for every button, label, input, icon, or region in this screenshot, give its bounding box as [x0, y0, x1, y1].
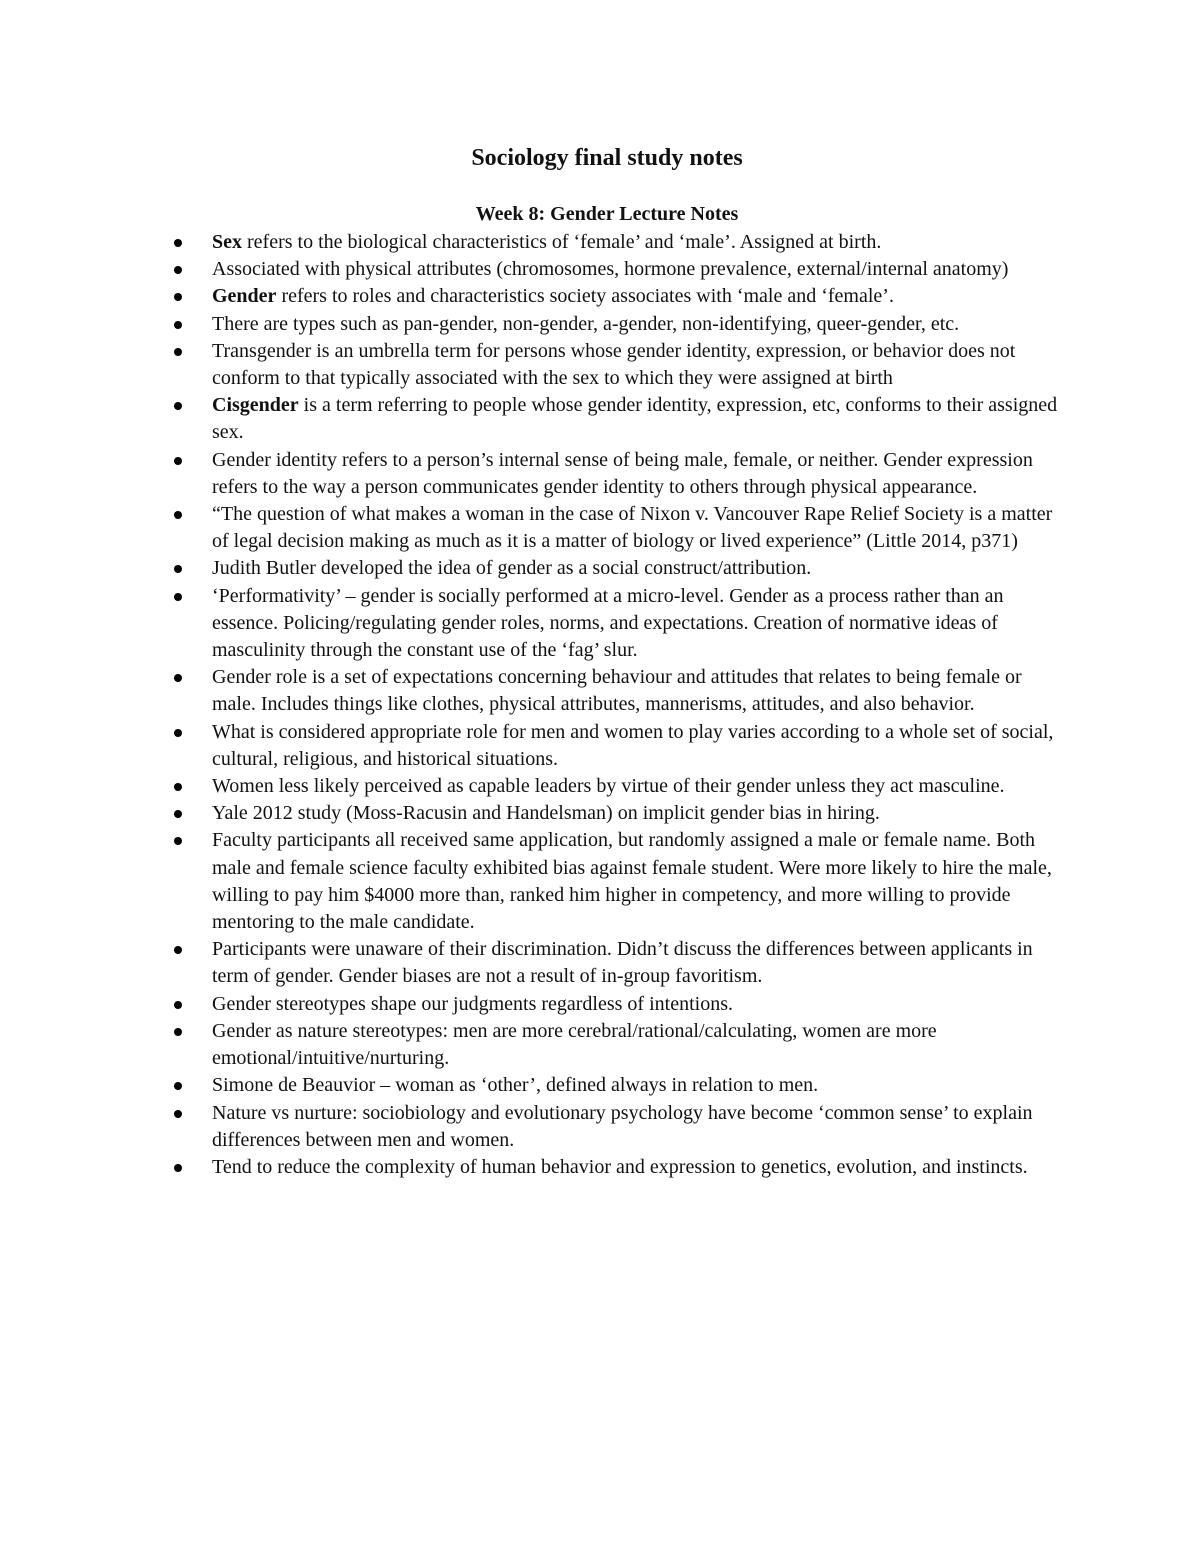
- bullet-icon: [174, 1110, 182, 1118]
- bullet-icon: [174, 593, 182, 601]
- bullet-icon: [174, 946, 182, 954]
- note-text: What is considered appropriate role for men and women to play varies according to a whole set of social, cultural, religious, and historical situations.: [212, 720, 1054, 770]
- note-text: Yale 2012 study (Moss-Racusin and Handelsman) on implicit gender bias in hiring.: [212, 802, 880, 825]
- term-label: Cisgender: [212, 394, 299, 417]
- note-text: Transgender is an umbrella term for persons whose gender identity, expression, or behavior does not conform to that typically associated with the sex to which they were assigned at birth: [212, 339, 1016, 390]
- list-item: [212, 1018, 1062, 1072]
- bullet-icon: [174, 1164, 182, 1172]
- term-label: Gender: [212, 285, 277, 308]
- document-title: Sociology final study notes: [471, 145, 743, 171]
- list-item: [212, 773, 1062, 800]
- note-text: refers to roles and characteristics society associates with ‘male and ‘female’.: [276, 285, 894, 308]
- bullet-icon: [174, 729, 182, 737]
- note-text: Tend to reduce the complexity of human behavior and expression to genetics, evolution, and instincts.: [212, 1155, 1028, 1178]
- list-item: [212, 555, 1062, 582]
- list-item: [212, 338, 1062, 392]
- note-text: refers to the biological characteristics of ‘female’ and ‘male’. Assigned at birth.: [242, 231, 882, 253]
- note-text: Simone de Beauvior – woman as ‘other’, defined always in relation to men.: [212, 1074, 819, 1097]
- note-text: ‘Performativity’ – gender is socially performed at a micro-level. Gender as a process rather than an essence. Policing/regulating gender roles, norms, and expectations. Creation of normative ideas of masculinity through the constant use of the ‘fag’ slur.: [212, 584, 1004, 662]
- note-text: Gender stereotypes shape our judgments regardless of intentions.: [212, 992, 733, 1015]
- note-text: Judith Butler developed the idea of gender as a social construct/attribution.: [212, 557, 812, 580]
- note-text: is a term referring to people whose gender identity, expression, etc, conforms to their assigned sex.: [212, 394, 1058, 444]
- note-text: Nature vs nurture: sociobiology and evolutionary psychology have become ‘common sense’ to explain differences between men and women.: [212, 1101, 1033, 1151]
- bullet-icon: [174, 810, 182, 818]
- bullet-icon: [174, 348, 182, 356]
- list-item: [212, 991, 1062, 1018]
- list-item: [212, 583, 1062, 665]
- note-text: “The question of what makes a woman in the case of Nixon v. Vancouver Rape Relief Society is a matter of legal decision making as much as it is a matter of biology or lived experience” (Little 2014, p371): [212, 503, 1053, 553]
- list-item: [212, 447, 1062, 501]
- list-item: [212, 501, 1062, 555]
- note-text: Gender role is a set of expectations concerning behaviour and attitudes that relates to being female or male. Includes things like clothes, physical attributes, mannerisms, attitudes, and also behavior.: [212, 666, 1022, 716]
- notes-list: [212, 229, 1062, 1181]
- note-text: Associated with physical attributes (chromosomes, hormone prevalence, external/internal anatomy): [212, 258, 1009, 281]
- note-text: Women less likely perceived as capable leaders by virtue of their gender unless they act masculine.: [212, 775, 1005, 798]
- bullet-icon: [174, 565, 182, 573]
- list-item: [212, 1154, 1062, 1181]
- list-item: [212, 936, 1062, 990]
- bullet-icon: [174, 837, 182, 845]
- bullet-icon: [174, 402, 182, 410]
- bullet-icon: [174, 1001, 182, 1009]
- list-item: [212, 392, 1062, 446]
- bullet-icon: [174, 293, 182, 301]
- note-text: Faculty participants all received same application, but randomly assigned a male or female name. Both male and female science faculty exhibited bias against female student. Were more likely to hire the male, willing to pay him $4000 more than, ranked him higher in competency, and more willing to provide mentoring to the male candidate.: [212, 829, 1052, 934]
- list-item: [212, 1100, 1062, 1154]
- bullet-icon: [174, 239, 182, 247]
- list-item: [212, 229, 1062, 256]
- list-item: [212, 1072, 1062, 1099]
- list-item: [212, 283, 1062, 310]
- note-text: Gender as nature stereotypes: men are more cerebral/rational/calculating, women are more emotional/intuitive/nurturing.: [212, 1019, 937, 1070]
- bullet-icon: [174, 266, 182, 274]
- list-item: [212, 800, 1062, 827]
- bullet-icon: [174, 783, 182, 791]
- bullet-icon: [174, 511, 182, 519]
- list-item: [212, 664, 1062, 718]
- list-item: [212, 719, 1062, 773]
- bullet-icon: [174, 1082, 182, 1090]
- term-label: Sex: [212, 231, 242, 253]
- note-text: Participants were unaware of their discrimination. Didn’t discuss the differences between applicants in term of gender. Gender biases are not a result of in-group favoritism.: [212, 938, 1033, 988]
- note-text: There are types such as pan-gender, non-gender, a-gender, non-identifying, queer-gender, etc.: [212, 312, 960, 335]
- bullet-icon: [174, 1028, 182, 1036]
- bullet-icon: [174, 457, 182, 465]
- note-text: Gender identity refers to a person’s internal sense of being male, female, or neither. Gender expression refers to the way a person communicates gender identity to others through physical appearance.: [212, 448, 1033, 498]
- section-heading: Week 8: Gender Lecture Notes: [475, 203, 739, 225]
- bullet-icon: [174, 674, 182, 682]
- list-item: [212, 827, 1062, 936]
- bullet-icon: [174, 321, 182, 329]
- list-item: [212, 256, 1062, 283]
- list-item: [212, 311, 1062, 338]
